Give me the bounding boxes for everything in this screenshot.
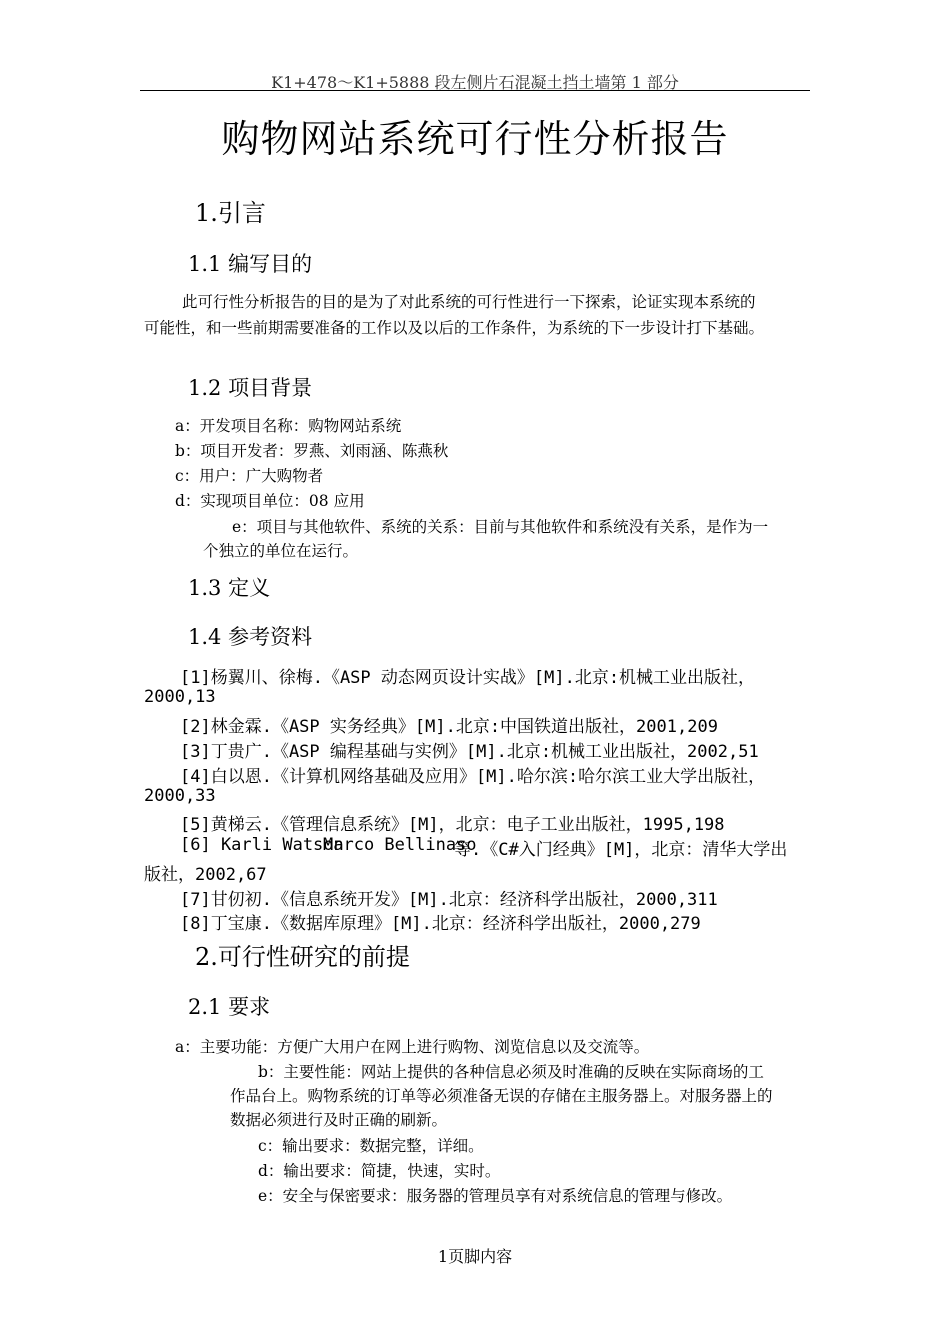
background-item-a: a：开发项目名称：购物网站系统 — [175, 417, 402, 435]
requirement-item-b-line3: 数据必须进行及时正确的刷新。 — [230, 1111, 448, 1129]
section-1-2-heading: 1.2 项目背景 — [188, 376, 313, 400]
reference-6-author2: Marco Bellinaso — [323, 835, 477, 855]
background-item-d: d：实现项目单位：08 应用 — [175, 492, 365, 510]
reference-3: [3]丁贵广.《ASP 编程基础与实例》[M].北京:机械工业出版社，2002,51 — [180, 742, 759, 762]
reference-4-line1: [4]白以恩.《计算机网络基础及应用》[M].哈尔滨:哈尔滨工业大学出版社， — [180, 767, 766, 787]
reference-1-line2: 2000,13 — [144, 687, 216, 707]
requirement-item-b-line2: 作品台上。购物系统的订单等必须准备无误的存储在主服务器上。对服务器上的 — [230, 1087, 773, 1105]
section-1-1-heading: 1.1 编写目的 — [188, 252, 313, 276]
section-1-4-heading: 1.4 参考资料 — [188, 625, 313, 649]
section-1-3-heading: 1.3 定义 — [188, 576, 271, 600]
requirement-item-c: c：输出要求：数据完整，详细。 — [258, 1137, 484, 1155]
document-title: 购物网站系统可行性分析报告 — [221, 117, 729, 161]
reference-7: [7]甘仞初.《信息系统开发》[M].北京：经济科学出版社，2000,311 — [180, 890, 718, 910]
section-1-heading: 1.引言 — [195, 199, 266, 227]
reference-1-line1: [1]杨翼川、徐梅.《ASP 动态网页设计实战》[M].北京:机械工业出版社， — [180, 668, 756, 688]
section-2-1-heading: 2.1 要求 — [188, 995, 271, 1019]
background-item-e-line1: e：项目与其他软件、系统的关系：目前与其他软件和系统没有关系，是作为一 — [232, 518, 769, 536]
header-rule — [140, 90, 810, 91]
reference-5: [5]黄梯云.《管理信息系统》[M]，北京：电子工业出版社，1995,198 — [180, 815, 725, 835]
requirement-item-b-line1: b：主要性能：网站上提供的各种信息必须及时准确的反映在实际商场的工 — [258, 1063, 764, 1081]
reference-6-author1: [6] Karli Watson — [180, 835, 344, 855]
background-item-e-line2: 个独立的单位在运行。 — [203, 542, 359, 560]
running-header: K1+478～K1+5888 段左侧片石混凝土挡土墙第 1 部分 — [271, 73, 679, 92]
paragraph-purpose-line1: 此可行性分析报告的目的是为了对此系统的可行性进行一下探索，论证实现本系统的 — [182, 293, 756, 311]
reference-4-line2: 2000,33 — [144, 786, 216, 806]
requirement-item-e: e：安全与保密要求：服务器的管理员享有对系统信息的管理与修改。 — [258, 1187, 733, 1205]
requirement-item-a: a：主要功能：方便广大用户在网上进行购物、浏览信息以及交流等。 — [175, 1038, 650, 1056]
reference-8: [8]丁宝康.《数据库原理》[M].北京：经济科学出版社，2000,279 — [180, 914, 701, 934]
background-item-c: c：用户：广大购物者 — [175, 467, 324, 485]
page-footer: 1页脚内容 — [437, 1247, 513, 1266]
background-item-b: b：项目开发者：罗燕、刘雨涵、陈燕秋 — [175, 442, 449, 460]
paragraph-purpose-line2: 可能性，和一些前期需要准备的工作以及以后的工作条件，为系统的下一步设计打下基础。 — [144, 319, 765, 337]
section-2-heading: 2.可行性研究的前提 — [195, 943, 410, 971]
reference-2: [2]林金霖.《ASP 实务经典》[M].北京:中国铁道出版社，2001,209 — [180, 717, 718, 737]
requirement-item-d: d：输出要求：简捷，快速，实时。 — [258, 1162, 501, 1180]
reference-6-line2: 版社，2002,67 — [144, 865, 267, 885]
reference-6-line1-rest: 等.《C#入门经典》[M]，北京：清华大学出 — [454, 840, 788, 860]
